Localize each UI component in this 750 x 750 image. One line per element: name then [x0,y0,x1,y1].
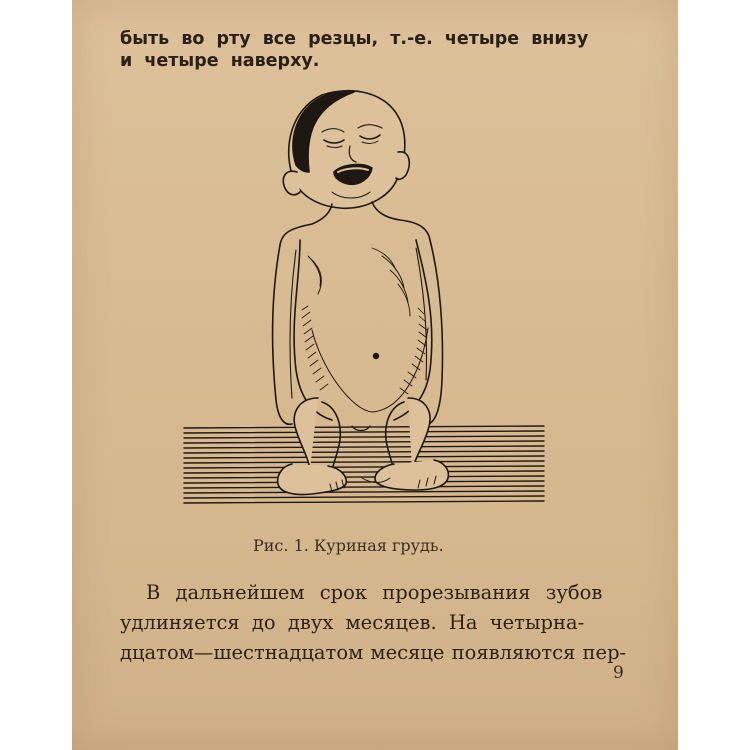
body-text-line-3: дцатом—шестнадцатом месяце появляются пер- [120,641,627,664]
body-text-line-1: В дальнейшем срок прорезывания зубов [146,581,603,604]
body-text-line-2: удлиняется до двух месяцев. На четырна- [120,611,585,634]
bench-lines [184,426,544,503]
illustration-child-figure [172,80,572,520]
child-torso [280,202,432,420]
top-text-line-2: и четыре наверху. [120,51,320,71]
figure-caption: Рис. 1. Куриная грудь. [253,536,444,555]
body-shading [302,306,427,394]
book-page [72,0,678,750]
page-number: 9 [613,663,624,683]
body-paragraph [120,578,660,668]
child-head [283,91,409,209]
top-text-line-1: быть во рту все резцы, т.-е. четыре внизу [120,29,589,49]
top-paragraph [120,28,640,72]
